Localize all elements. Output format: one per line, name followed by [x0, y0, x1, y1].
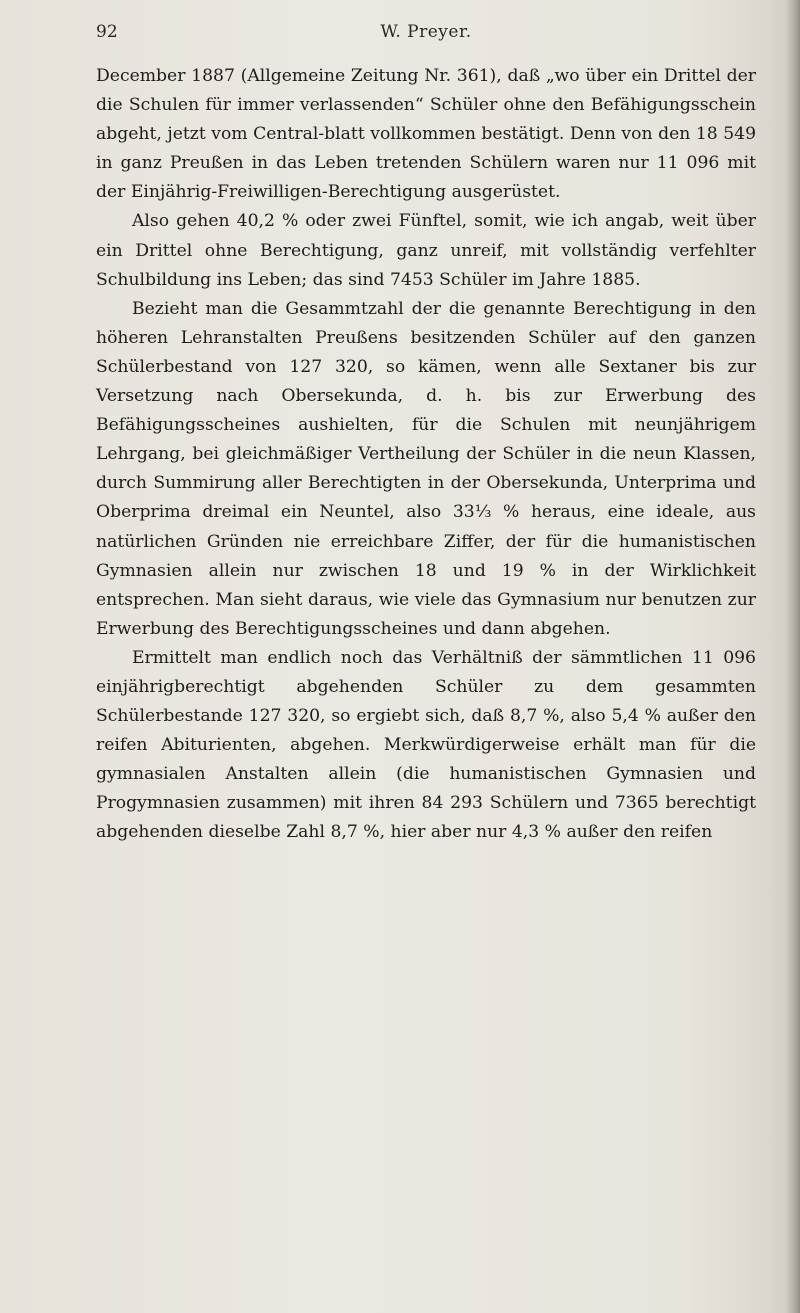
paragraph: Also gehen 40,2 % oder zwei Fünftel, somit, wie ich angab, weit über ein Drittel ohne Berechtigung, ganz unreif, mit vollständig verfehlter Schulbildung ins Leben; das sind 7453 Schüler im Jahre 1885. [96, 211, 756, 290]
page-edge-shadow [786, 0, 800, 1313]
paragraph: December 1887 (Allgemeine Zeitung Nr. 361), daß „wo über ein Drittel der die Schulen für immer verlassenden“ Schüler ohne den Befähigungsschein abgeht, jetzt vom Central-blatt vollkommen bestätigt. Denn von den 18 549 in ganz Preußen in das Leben tretenden Schülern waren nur 11 096 mit der Einjährig-Freiwilligen-Berechtigung ausgerüstet. [96, 66, 756, 203]
running-head: W. Preyer. [380, 22, 472, 42]
page-number: 92 [96, 22, 118, 42]
page-header [96, 22, 756, 52]
paragraph: Bezieht man die Gesammtzahl der die genannte Berechtigung in den höheren Lehranstalten Preußens besitzenden Schüler auf den ganzen Schülerbestand von 127 320, so kämen, wenn alle Sextaner bis zur Versetzung nach Obersekunda, d. h. bis zur Erwerbung des Befähigungsscheines aushielten, für die Schulen mit neunjährigem Lehrgang, bei gleichmäßiger Vertheilung der Schüler in die neun Klassen, durch Summirung aller Berechtigten in der Obersekunda, Unterprima und Oberprima dreimal ein Neuntel, also 33⅓ % heraus, eine ideale, aus natürlichen Gründen nie erreichbare Ziffer, der für die humanistischen Gymnasien allein nur zwischen 18 und 19 % in der Wirklichkeit entsprechen. Man sieht daraus, wie viele das Gymnasium nur benutzen zur Erwerbung des Berechtigungsscheines und dann abgehen. [96, 298, 756, 639]
paragraph: Ermittelt man endlich noch das Verhältniß der sämmtlichen 11 096 einjährigberechtigt abgehenden Schüler zu dem gesammten Schülerbestande 127 320, so ergiebt sich, daß 8,7 %, also 5,4 % außer den reifen Abiturienten, abgehen. Merkwürdigerweise erhält man für die gymnasialen Anstalten allein (die humanistischen Gymnasien und Progymnasien zusammen) mit ihren 84 293 Schülern und 7365 berechtigt abgehenden dieselbe Zahl 8,7 %, hier aber nur 4,3 % außer den reifen [96, 647, 756, 843]
body-text [96, 62, 756, 848]
